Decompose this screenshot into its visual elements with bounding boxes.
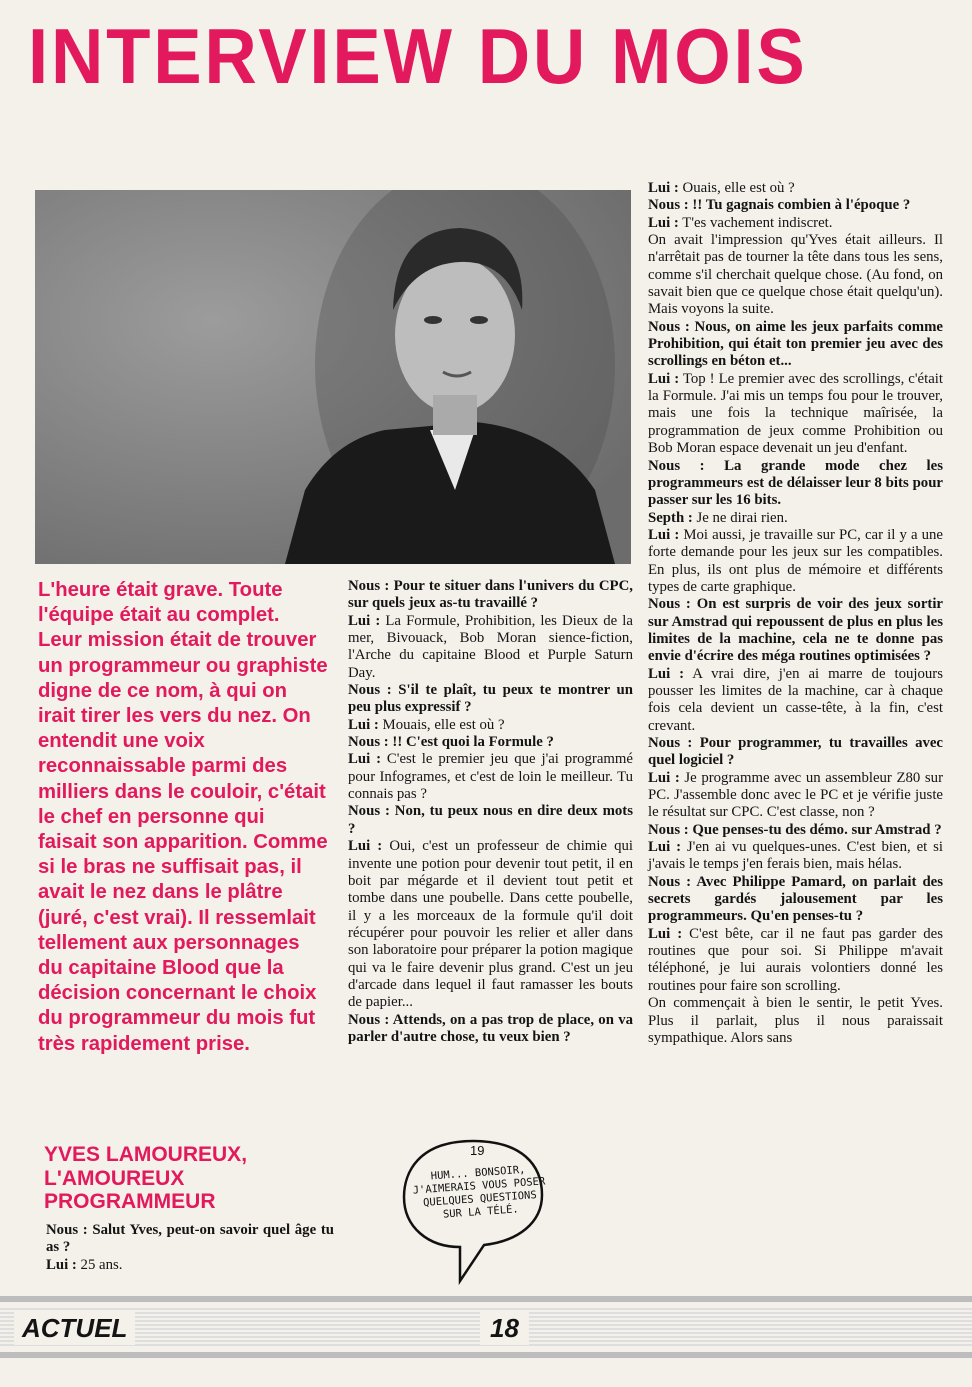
speaker-label: Lui : [648,526,680,543]
interview-paragraph [648,874,943,926]
speaker-label: Nous : [648,821,689,838]
speaker-label: Lui : [648,665,685,682]
paragraph-text: La grande mode chez les programmeurs est de délaisser leur 8 bits pour passer sur les 16 bits. [648,457,943,509]
interview-paragraph [348,734,633,751]
paragraph-text: 25 ans. [76,1256,123,1273]
paragraph-text: On avait l'impression qu'Yves était ailleurs. Il n'arrêtait pas de tourner la tête dans tous les sens, comme s'il cherchait quelque chose. (Au fond, on savait bien que ce quelque chose était quelqu'un). Mais voyons la suite. [648,232,943,318]
intro-lead: L'heure était grave. Toute l'équipe était au complet. Leur mission était de trouver un programmeur ou graphiste digne de ce nom, à qui on irait tirer les vers du nez. On entendit une voix reconnaissable parmi des milliers dans le couloir, c'était le chef en personne qui faisait son apparition. Comme si le bras ne suffisait pas, il avait le nez dans le plâtre (juré, c'est vrai). Il ressemlait tellement aux personnages du capitaine Blood que la décision concernant le choix du programmeur du mois fut très rapidement prise. [38,579,328,1055]
speaker-label: Septh : [648,509,693,526]
interview-paragraph [648,770,943,822]
speaker-label: Nous : [348,803,390,820]
interview-paragraph [348,803,633,838]
paragraph-text: Salut Yves, peut-on savoir quel âge tu as ? [46,1222,335,1256]
speaker-label: Lui : [648,370,680,387]
speaker-label: Nous : [348,682,392,699]
interview-paragraph [648,839,943,874]
paragraph-text: J'en ai vu quelques-unes. C'est bien, et si j'avais le temps j'en ferais bien, mais hélas. [648,839,943,873]
interview-subheading: YVES LAMOUREUX, L'AMOUREUX PROGRAMMEUR [44,1143,248,1213]
page-title: INTERVIEW DU MOIS [28,12,808,100]
paragraph-text: Ouais, elle est où ? [678,180,795,196]
text-column-1 [46,1222,334,1274]
speaker-label: Lui : [46,1256,77,1273]
text-column-2 [348,578,633,1046]
interview-paragraph [348,613,633,682]
interview-paragraph [648,926,943,995]
speaker-label: Lui : [348,838,383,855]
interview-paragraph [648,371,943,458]
interview-paragraph [648,510,943,527]
interview-paragraph [348,682,633,717]
interview-paragraph [648,995,943,1047]
speaker-label: Nous : [348,1011,390,1028]
speaker-label: Nous : [648,596,691,613]
speaker-label: Nous : [348,578,390,594]
magazine-section: ACTUEL [14,1311,135,1345]
interview-paragraph [348,838,633,1011]
interview-paragraph [648,666,943,735]
speaker-label: Lui : [348,612,381,629]
paragraph-text: Pour programmer, tu travailles avec quel logiciel ? [648,735,944,769]
paragraph-text: Oui, c'est un professeur de chimie qui invente une potion pour devenir tout petit, il en boit par mégarde et il devient tout petit et tombe dans une poubelle. Dans cette poubelle, il y a les morceaux de la formule qu'il doit récupérer pour pouvoir les relier et aller dans son laboratoire pour préparer la potion magique qui va le faire devenir plus grand. C'est un jeu d'arcade dans lequel il faut ramasser les bouts de papier... [348,838,633,1011]
paragraph-text: Je ne dirai rien. [692,509,788,526]
paragraph-text: Attends, on a pas trop de place, on va parler d'autre chose, tu veux bien ? [348,1011,633,1045]
paragraph-text: Pour te situer dans l'univers du CPC, sur quels jeux as-tu travaillé ? [348,578,633,612]
paragraph-text: Top ! Le premier avec des scrollings, c'était la Formule. J'ai mis un temps fou pour le trouver, mais une fois la technique maîrisée, la programmation de jeux comme Prohibition ou Bob Moran espace devenait un jeu d'enfant. [648,370,943,457]
paragraph-text: !! C'est quoi la Formule ? [388,734,554,751]
interview-paragraph [648,197,943,214]
interview-paragraph [648,180,943,197]
speaker-label: Lui : [648,214,679,231]
interview-paragraph [348,751,633,803]
paragraph-text: A vrai dire, j'en ai marre de toujours pousser les limites de la machine, car à chaque fois cela devient un casse-tête, à la fin, c'est crevant. [648,665,943,734]
paragraph-text: C'est bête, car il ne faut pas garder des routines que pour soi. Si Philippe m'avait téléphoné, je lui aurais volontiers donné les routines pour faire son scrolling. [648,925,943,994]
paragraph-text: La Formule, Prohibition, les Dieux de la mer, Bivouack, Bob Moran sience-fiction, l'Arche du capitaine Blood et Purple Saturn Day. [348,612,633,681]
paragraph-text: On commençait à bien le sentir, le petit Yves. Plus il parlait, plus il nous paraissait sympathique. Alors sans [648,995,943,1046]
paragraph-text: On est surpris de voir des jeux sortir sur Amstrad qui repoussent de plus en plus les limites de la machine, cela ne te donne pas envie d'écrire des méga routines optimisées ? [648,596,944,665]
speaker-label: Lui : [648,769,680,786]
bubble-caption: HUM... BONSOIR, J'AIMERAIS VOUS POSER QUELQUES QUESTIONS SUR LA TÉLÉ. [412,1163,546,1221]
paragraph-text: C'est le premier jeu que j'ai programmé pour Infogrames, et c'est de loin le meilleur. Tu connais pas ? [348,751,633,803]
interview-paragraph [46,1257,334,1274]
paragraph-text: T'es vachement indiscret. [678,214,833,231]
speaker-label: Lui : [648,839,682,856]
interview-paragraph [648,822,943,839]
paragraph-text: Avec Philippe Pamard, on parlait des secrets gardés jalousement par les programmeurs. Qu'en penses-tu ? [648,873,943,925]
interview-paragraph [648,458,943,510]
interview-paragraph [648,596,943,665]
interview-paragraph [648,735,943,770]
speaker-label: Nous : [648,197,689,214]
portrait-photo [35,190,631,564]
page-number: 18 [480,1311,529,1345]
paragraph-text: Que penses-tu des démo. sur Amstrad ? [688,821,942,838]
speaker-label: Nous : [648,318,690,335]
interview-paragraph [648,215,943,232]
text-column-3 [648,180,943,1047]
footer-rule-top [0,1296,972,1302]
interview-paragraph [648,527,943,596]
paragraph-text: Non, tu peux nous en dire deux mots ? [348,803,633,837]
background-ghost-print [28,96,948,176]
speaker-label: Nous : [648,457,705,474]
interview-paragraph [648,319,943,371]
interview-paragraph [348,578,633,613]
paragraph-text: Moi aussi, je travaille sur PC, car il y a une forte demande pour les jeux sur les compatibles. En plus, ils ont plus de mémoire et différents types de carte graphique. [648,526,943,595]
footer-rule-bottom [0,1352,972,1358]
paragraph-text: S'il te plaît, tu peux te montrer un peu plus expressif ? [348,682,633,716]
speaker-label: Lui : [348,751,382,768]
bubble-number: 19 [470,1143,485,1158]
speaker-label: Nous : [46,1222,88,1238]
interview-paragraph [648,232,943,319]
interview-paragraph [348,717,633,734]
paragraph-text: !! Tu gagnais combien à l'époque ? [688,197,911,214]
paragraph-text: Mouais, elle est où ? [378,716,505,733]
interview-paragraph [348,1012,633,1047]
paragraph-text: Je programme avec un assembleur Z80 sur PC. J'assemble donc avec le PC et je vérifie juste le résultat sur CPC. C'est classe, non ? [648,769,943,821]
speaker-label: Lui : [648,180,679,196]
speaker-label: Nous : [348,734,389,751]
paragraph-text: Nous, on aime les jeux parfaits comme Prohibition, qui était ton premier jeu avec des scrollings en béton et... [648,318,943,370]
speaker-label: Lui : [648,925,683,942]
speaker-label: Nous : [648,873,692,890]
interview-paragraph [46,1222,334,1257]
speaker-label: Nous : [648,735,693,751]
speaker-label: Lui : [348,716,379,733]
